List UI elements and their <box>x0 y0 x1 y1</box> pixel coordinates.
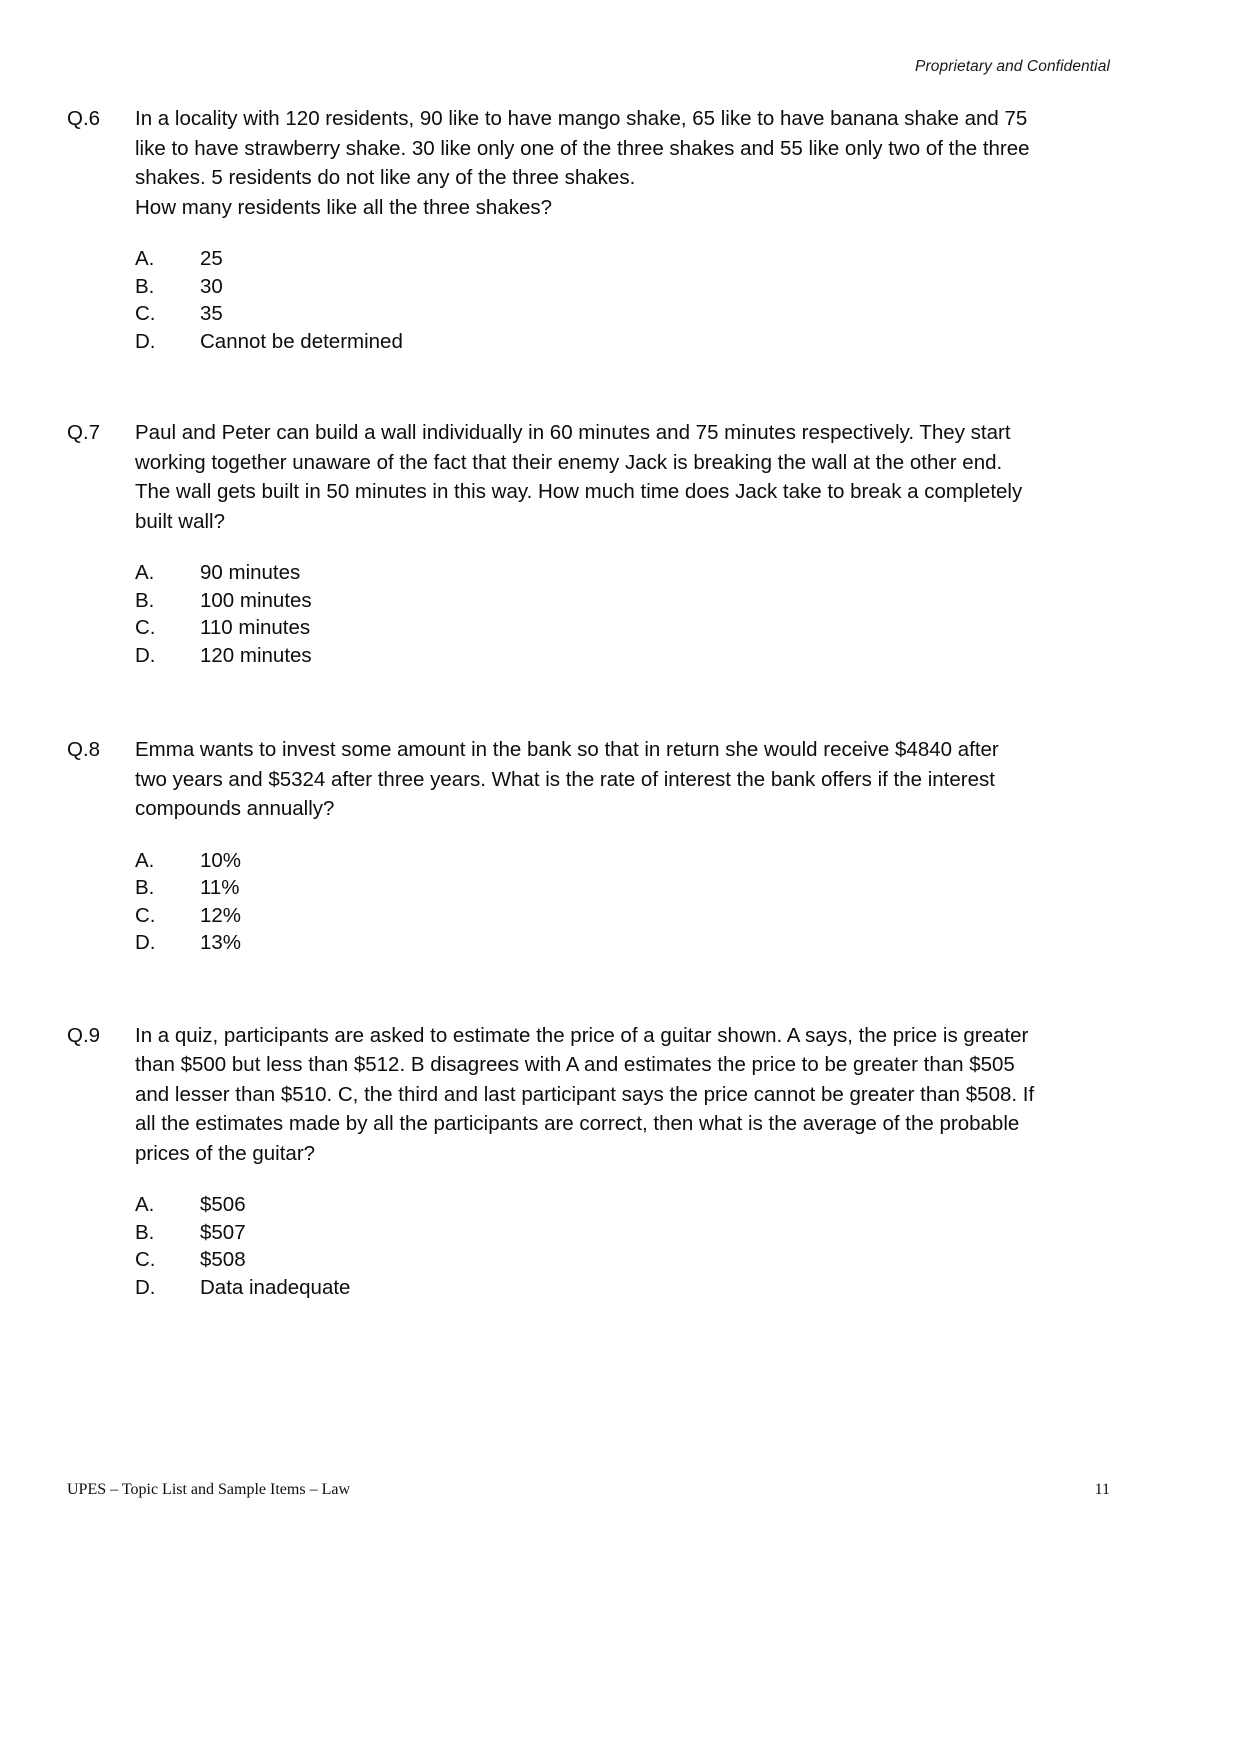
question-spacer <box>67 355 1067 418</box>
option-letter: B. <box>135 588 155 612</box>
option-row[interactable] <box>135 847 1067 875</box>
question-number: Q.7 <box>67 421 101 444</box>
option-value: 13% <box>200 931 242 954</box>
option-value: 110 minutes <box>200 616 311 639</box>
question-number: Q.8 <box>67 738 101 761</box>
option-row[interactable] <box>135 300 1067 328</box>
option-row[interactable] <box>135 245 1067 273</box>
option-letter: A. <box>135 561 155 584</box>
options-list <box>67 847 1067 957</box>
option-value: 10% <box>200 848 242 872</box>
question-row <box>67 104 1067 222</box>
question-text <box>135 104 1037 222</box>
option-letter: A. <box>135 247 155 270</box>
option-letter: B. <box>135 876 155 899</box>
question-line: two years and $5324 after three years. What is the rate of interest the bank offers if the interest <box>135 767 995 791</box>
option-letter: C. <box>135 903 156 927</box>
question-line: working together unaware of the fact that their enemy Jack is breaking the wall at the other end. <box>135 450 1003 474</box>
page-footer <box>67 1481 1110 1499</box>
option-letter: B. <box>135 274 155 298</box>
option-row[interactable] <box>135 1274 1067 1302</box>
option-value: $506 <box>200 1193 246 1216</box>
option-value: 12% <box>200 903 242 927</box>
question-line: Paul and Peter can build a wall individually in 60 minutes and 75 minutes respectively. They start <box>135 421 1011 444</box>
question-spacer <box>67 669 1067 735</box>
question-line: shakes. 5 residents do not like any of the three shakes. <box>135 166 636 189</box>
questions-container <box>67 104 1067 1301</box>
question-row <box>67 735 1067 824</box>
question-block-q8 <box>67 735 1067 957</box>
option-value: Data inadequate <box>200 1275 351 1299</box>
option-value: $507 <box>200 1220 246 1244</box>
option-value: 11% <box>200 876 240 899</box>
option-value: 120 minutes <box>200 643 312 667</box>
question-line: like to have strawberry shake. 30 like only one of the three shakes and 55 like only two of the three <box>135 136 1030 160</box>
question-row <box>67 1021 1067 1169</box>
question-block-q6 <box>67 104 1067 355</box>
option-row[interactable] <box>135 328 1067 356</box>
page-header-confidentiality: Proprietary and Confidential <box>915 58 1110 75</box>
option-value: 25 <box>200 247 223 270</box>
option-value: 30 <box>200 274 223 298</box>
question-line: than $500 but less than $512. B disagrees with A and estimates the price to be greater than $505 <box>135 1053 1015 1076</box>
option-row[interactable] <box>135 642 1067 670</box>
question-line: Emma wants to invest some amount in the bank so that in return she would receive $4840 after <box>135 738 999 761</box>
question-block-q9 <box>67 1021 1067 1302</box>
footer-document-title: UPES – Topic List and Sample Items – Law <box>67 1481 350 1498</box>
question-line: compounds annually? <box>135 797 335 820</box>
footer-page-number: 11 <box>1094 1481 1110 1498</box>
question-line: In a quiz, participants are asked to estimate the price of a guitar shown. A says, the price is greater <box>135 1023 1029 1047</box>
option-row[interactable] <box>135 559 1067 587</box>
option-row[interactable] <box>135 874 1067 902</box>
option-letter: D. <box>135 1275 156 1299</box>
options-list <box>67 559 1067 669</box>
options-list <box>67 245 1067 355</box>
option-letter: D. <box>135 931 156 954</box>
option-letter: C. <box>135 616 156 639</box>
option-letter: D. <box>135 643 156 667</box>
option-letter: A. <box>135 1193 155 1216</box>
question-line: built wall? <box>135 509 226 533</box>
option-letter: D. <box>135 329 156 353</box>
question-text <box>135 1021 1037 1169</box>
options-list <box>67 1191 1067 1301</box>
option-row[interactable] <box>135 929 1067 957</box>
option-value: 35 <box>200 302 223 325</box>
question-line: The wall gets built in 50 minutes in this way. How much time does Jack take to break a completely <box>135 480 1023 503</box>
option-row[interactable] <box>135 1246 1067 1274</box>
question-line: and lesser than $510. C, the third and last participant says the price cannot be greater than $508. If <box>135 1082 1035 1106</box>
option-value: $508 <box>200 1248 246 1271</box>
option-row[interactable] <box>135 273 1067 301</box>
question-number: Q.6 <box>67 107 101 130</box>
option-letter: C. <box>135 302 156 325</box>
question-spacer <box>67 957 1067 1021</box>
option-letter: C. <box>135 1248 156 1271</box>
question-text <box>135 418 1037 536</box>
option-letter: B. <box>135 1220 155 1244</box>
option-value: 100 minutes <box>200 588 312 612</box>
option-value: Cannot be determined <box>200 329 403 353</box>
option-row[interactable] <box>135 902 1067 930</box>
question-text <box>135 735 1037 824</box>
option-row[interactable] <box>135 1219 1067 1247</box>
option-row[interactable] <box>135 614 1067 642</box>
question-line: all the estimates made by all the participants are correct, then what is the average of the probable <box>135 1112 1020 1135</box>
option-letter: A. <box>135 848 155 872</box>
question-line: prices of the guitar? <box>135 1141 316 1165</box>
question-block-q7 <box>67 418 1067 669</box>
question-line: In a locality with 120 residents, 90 like to have mango shake, 65 like to have banana shake and 75 <box>135 107 1028 130</box>
option-value: 90 minutes <box>200 561 301 584</box>
question-line: How many residents like all the three shakes? <box>135 195 553 219</box>
option-row[interactable] <box>135 1191 1067 1219</box>
question-number: Q.9 <box>67 1023 101 1047</box>
question-row <box>67 418 1067 536</box>
option-row[interactable] <box>135 587 1067 615</box>
